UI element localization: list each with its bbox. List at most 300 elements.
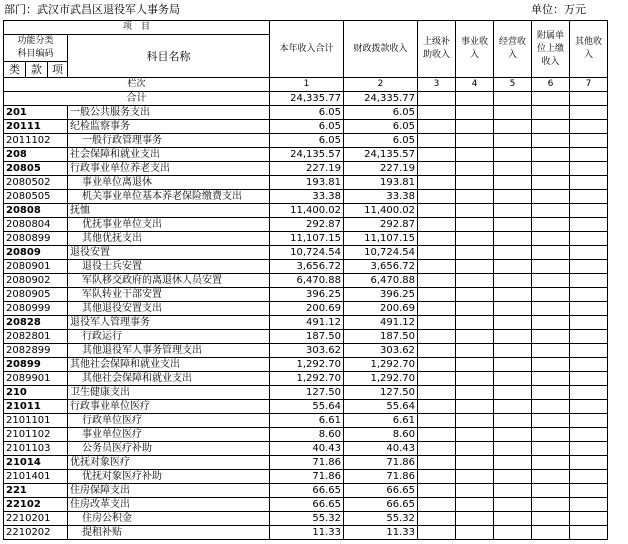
row-biz (456, 288, 494, 302)
row-upper (418, 428, 456, 442)
row-oper (494, 498, 532, 512)
row-affil (532, 386, 570, 400)
row-fiscal: 33.38 (344, 190, 418, 204)
row-code: 2080505 (4, 190, 68, 204)
row-code: 2080999 (4, 302, 68, 316)
row-fiscal: 6.05 (344, 120, 418, 134)
heji-oper (494, 92, 532, 106)
row-fiscal: 193.81 (344, 176, 418, 190)
row-code: 2080804 (4, 218, 68, 232)
row-total: 11,400.02 (270, 204, 344, 218)
row-affil (532, 232, 570, 246)
row-upper (418, 470, 456, 484)
row-fiscal: 292.87 (344, 218, 418, 232)
row-oper (494, 120, 532, 134)
row-fiscal: 127.50 (344, 386, 418, 400)
row-other (570, 456, 608, 470)
row-affil (532, 428, 570, 442)
row-name: 一般公共服务支出 (68, 106, 270, 120)
row-upper (418, 246, 456, 260)
row-other (570, 162, 608, 176)
table-row (4, 148, 608, 162)
row-upper (418, 526, 456, 540)
row-fiscal: 1,292.70 (344, 358, 418, 372)
table-row (4, 400, 608, 414)
row-code: 2101102 (4, 428, 68, 442)
row-affil (532, 302, 570, 316)
row-code: 2080899 (4, 232, 68, 246)
row-total: 127.50 (270, 386, 344, 400)
row-name: 住房保障支出 (68, 484, 270, 498)
row-oper (494, 218, 532, 232)
row-biz (456, 484, 494, 498)
row-name: 社会保障和就业支出 (68, 148, 270, 162)
row-oper (494, 414, 532, 428)
row-code: 201 (4, 106, 68, 120)
row-total: 200.69 (270, 302, 344, 316)
row-biz (456, 400, 494, 414)
table-row (4, 218, 608, 232)
project-header: 项 目 (4, 21, 270, 35)
table-row (4, 302, 608, 316)
row-upper (418, 260, 456, 274)
row-other (570, 204, 608, 218)
row-biz (456, 302, 494, 316)
row-fiscal: 6.05 (344, 106, 418, 120)
col-oper-header: 经营收入 (494, 21, 532, 78)
table-row (4, 372, 608, 386)
row-biz (456, 148, 494, 162)
row-oper (494, 162, 532, 176)
row-oper (494, 302, 532, 316)
row-oper (494, 344, 532, 358)
col-biz-header: 事业收入 (456, 21, 494, 78)
row-oper (494, 176, 532, 190)
row-name: 提租补贴 (68, 526, 270, 540)
row-code: 2082899 (4, 344, 68, 358)
row-name: 退役士兵安置 (68, 260, 270, 274)
row-affil (532, 498, 570, 512)
row-oper (494, 232, 532, 246)
row-biz (456, 358, 494, 372)
row-other (570, 470, 608, 484)
row-upper (418, 106, 456, 120)
row-other (570, 288, 608, 302)
row-affil (532, 120, 570, 134)
row-affil (532, 274, 570, 288)
row-code: 20808 (4, 204, 68, 218)
row-oper (494, 442, 532, 456)
heji-label: 合计 (4, 92, 270, 106)
table-row (4, 134, 608, 148)
row-upper (418, 512, 456, 526)
row-name: 优抚对象医疗 (68, 456, 270, 470)
row-oper (494, 134, 532, 148)
row-upper (418, 400, 456, 414)
row-affil (532, 246, 570, 260)
row-other (570, 302, 608, 316)
row-other (570, 386, 608, 400)
table-row (4, 106, 608, 120)
row-affil (532, 330, 570, 344)
row-fiscal: 24,135.57 (344, 148, 418, 162)
row-code: 20805 (4, 162, 68, 176)
row-other (570, 428, 608, 442)
table-row (4, 260, 608, 274)
row-fiscal: 66.65 (344, 498, 418, 512)
row-upper (418, 484, 456, 498)
row-affil (532, 218, 570, 232)
row-oper (494, 148, 532, 162)
col-number-3: 3 (418, 78, 456, 92)
row-fiscal: 55.32 (344, 512, 418, 526)
row-code: 22102 (4, 498, 68, 512)
row-other (570, 176, 608, 190)
row-affil (532, 442, 570, 456)
row-upper (418, 442, 456, 456)
row-total: 1,292.70 (270, 372, 344, 386)
table-row (4, 358, 608, 372)
table-row (4, 526, 608, 540)
table-row (4, 512, 608, 526)
row-name: 其他优抚支出 (68, 232, 270, 246)
row-other (570, 106, 608, 120)
row-name: 其他社会保障和就业支出 (68, 358, 270, 372)
row-name: 抚恤 (68, 204, 270, 218)
row-fiscal: 66.65 (344, 484, 418, 498)
table-head (4, 21, 608, 106)
row-code: 2082801 (4, 330, 68, 344)
row-total: 33.38 (270, 190, 344, 204)
row-biz (456, 512, 494, 526)
row-name: 军队移交政府的离退休人员安置 (68, 274, 270, 288)
row-fiscal: 200.69 (344, 302, 418, 316)
func-class-label: 功能分类 (17, 36, 54, 46)
row-upper (418, 358, 456, 372)
row-code: 2011102 (4, 134, 68, 148)
row-biz (456, 190, 494, 204)
row-other (570, 358, 608, 372)
row-total: 303.62 (270, 344, 344, 358)
xiang-header: 项 (48, 62, 68, 78)
row-biz (456, 232, 494, 246)
row-oper (494, 428, 532, 442)
row-fiscal: 491.12 (344, 316, 418, 330)
row-upper (418, 372, 456, 386)
row-upper (418, 176, 456, 190)
row-upper (418, 456, 456, 470)
row-biz (456, 344, 494, 358)
row-biz (456, 176, 494, 190)
row-name: 行政事业单位医疗 (68, 400, 270, 414)
row-biz (456, 274, 494, 288)
row-oper (494, 372, 532, 386)
row-affil (532, 512, 570, 526)
row-affil (532, 190, 570, 204)
row-total: 66.65 (270, 484, 344, 498)
row-name: 事业单位医疗 (68, 428, 270, 442)
row-other (570, 400, 608, 414)
row-oper (494, 260, 532, 274)
col-total-header: 本年收入合计 (270, 21, 344, 78)
row-affil (532, 316, 570, 330)
row-total: 193.81 (270, 176, 344, 190)
col-number-4: 4 (456, 78, 494, 92)
table-row (4, 498, 608, 512)
row-upper (418, 274, 456, 288)
row-biz (456, 526, 494, 540)
row-biz (456, 106, 494, 120)
row-other (570, 148, 608, 162)
row-fiscal: 11.33 (344, 526, 418, 540)
row-fiscal: 71.86 (344, 470, 418, 484)
row-code: 2210201 (4, 512, 68, 526)
row-other (570, 134, 608, 148)
row-total: 8.60 (270, 428, 344, 442)
row-code: 208 (4, 148, 68, 162)
table-row (4, 470, 608, 484)
row-total: 55.64 (270, 400, 344, 414)
table-row (4, 330, 608, 344)
row-other (570, 190, 608, 204)
row-code: 20809 (4, 246, 68, 260)
row-oper (494, 526, 532, 540)
row-total: 6.05 (270, 120, 344, 134)
row-upper (418, 134, 456, 148)
row-name: 其他社会保障和就业支出 (68, 372, 270, 386)
col-number-6: 6 (532, 78, 570, 92)
row-upper (418, 414, 456, 428)
row-name: 纪检监察事务 (68, 120, 270, 134)
table-row (4, 428, 608, 442)
row-affil (532, 470, 570, 484)
row-biz (456, 218, 494, 232)
row-total: 3,656.72 (270, 260, 344, 274)
table-row (4, 344, 608, 358)
row-affil (532, 106, 570, 120)
row-other (570, 274, 608, 288)
row-upper (418, 316, 456, 330)
row-name: 住房公积金 (68, 512, 270, 526)
row-biz (456, 316, 494, 330)
row-total: 227.19 (270, 162, 344, 176)
row-biz (456, 330, 494, 344)
row-name: 行政事业单位养老支出 (68, 162, 270, 176)
row-fiscal: 187.50 (344, 330, 418, 344)
row-biz (456, 428, 494, 442)
row-upper (418, 302, 456, 316)
row-oper (494, 106, 532, 120)
row-total: 40.43 (270, 442, 344, 456)
row-code: 2101101 (4, 414, 68, 428)
table-row (4, 316, 608, 330)
row-code: 2080902 (4, 274, 68, 288)
row-name: 其他退役安置支出 (68, 302, 270, 316)
row-other (570, 498, 608, 512)
row-affil (532, 400, 570, 414)
row-fiscal: 11,400.02 (344, 204, 418, 218)
col-upper-header: 上级补助收入 (418, 21, 456, 78)
subject-code-label: 科目编码 (17, 49, 54, 59)
row-other (570, 442, 608, 456)
row-upper (418, 204, 456, 218)
col-number-7: 7 (570, 78, 608, 92)
row-other (570, 120, 608, 134)
table-row (4, 456, 608, 470)
row-code: 20111 (4, 120, 68, 134)
row-name: 行政单位医疗 (68, 414, 270, 428)
row-oper (494, 288, 532, 302)
table-row (4, 190, 608, 204)
row-other (570, 512, 608, 526)
kuan-header: 款 (26, 62, 48, 78)
row-upper (418, 330, 456, 344)
row-other (570, 526, 608, 540)
row-biz (456, 204, 494, 218)
row-other (570, 414, 608, 428)
row-upper (418, 232, 456, 246)
row-name: 退役安置 (68, 246, 270, 260)
row-upper (418, 498, 456, 512)
row-other (570, 372, 608, 386)
row-name: 卫生健康支出 (68, 386, 270, 400)
row-fiscal: 3,656.72 (344, 260, 418, 274)
table-row (4, 274, 608, 288)
col-number-2: 2 (344, 78, 418, 92)
row-total: 6,470.88 (270, 274, 344, 288)
row-affil (532, 162, 570, 176)
row-fiscal: 8.60 (344, 428, 418, 442)
row-affil (532, 372, 570, 386)
row-affil (532, 456, 570, 470)
heji-affil (532, 92, 570, 106)
row-code: 2101103 (4, 442, 68, 456)
heji-upper (418, 92, 456, 106)
row-fiscal: 6.61 (344, 414, 418, 428)
row-biz (456, 386, 494, 400)
row-total: 396.25 (270, 288, 344, 302)
row-upper (418, 344, 456, 358)
row-code: 2080901 (4, 260, 68, 274)
col-other-header: 其他收入 (570, 21, 608, 78)
sheet-header (2, 2, 622, 18)
row-total: 6.05 (270, 106, 344, 120)
row-fiscal: 1,292.70 (344, 372, 418, 386)
row-name: 军队转业干部安置 (68, 288, 270, 302)
func-class-header (4, 35, 68, 62)
row-name: 优抚事业单位支出 (68, 218, 270, 232)
heji-fiscal: 24,335.77 (344, 92, 418, 106)
table-row (4, 246, 608, 260)
row-affil (532, 344, 570, 358)
subject-name-header: 科目名称 (68, 35, 270, 78)
heji-other (570, 92, 608, 106)
row-upper (418, 190, 456, 204)
row-fiscal: 40.43 (344, 442, 418, 456)
row-fiscal: 303.62 (344, 344, 418, 358)
row-upper (418, 218, 456, 232)
row-affil (532, 484, 570, 498)
row-total: 1,292.70 (270, 358, 344, 372)
row-name: 住房改革支出 (68, 498, 270, 512)
row-biz (456, 470, 494, 484)
row-oper (494, 204, 532, 218)
row-other (570, 260, 608, 274)
row-name: 行政运行 (68, 330, 270, 344)
row-fiscal: 10,724.54 (344, 246, 418, 260)
row-affil (532, 134, 570, 148)
row-upper (418, 120, 456, 134)
row-affil (532, 526, 570, 540)
row-name: 优抚对象医疗补助 (68, 470, 270, 484)
row-fiscal: 6,470.88 (344, 274, 418, 288)
row-code: 221 (4, 484, 68, 498)
row-upper (418, 386, 456, 400)
income-table (3, 20, 608, 540)
table-row (4, 176, 608, 190)
row-name: 公务员医疗补助 (68, 442, 270, 456)
row-other (570, 330, 608, 344)
row-fiscal: 396.25 (344, 288, 418, 302)
row-affil (532, 358, 570, 372)
row-oper (494, 512, 532, 526)
heji-biz (456, 92, 494, 106)
row-other (570, 246, 608, 260)
col-number-5: 5 (494, 78, 532, 92)
row-code: 2101401 (4, 470, 68, 484)
col-number-1: 1 (270, 78, 344, 92)
row-other (570, 232, 608, 246)
row-other (570, 484, 608, 498)
row-name: 退役军人管理事务 (68, 316, 270, 330)
row-name: 其他退役军人事务管理支出 (68, 344, 270, 358)
row-code: 21011 (4, 400, 68, 414)
row-biz (456, 456, 494, 470)
row-code: 210 (4, 386, 68, 400)
row-affil (532, 260, 570, 274)
row-name: 事业单位离退休 (68, 176, 270, 190)
row-biz (456, 120, 494, 134)
table-row (4, 162, 608, 176)
table-row (4, 484, 608, 498)
row-oper (494, 190, 532, 204)
row-biz (456, 134, 494, 148)
row-total: 11.33 (270, 526, 344, 540)
row-other (570, 344, 608, 358)
table-body (4, 106, 608, 540)
row-name: 一般行政管理事务 (68, 134, 270, 148)
table-row (4, 386, 608, 400)
table-row (4, 442, 608, 456)
row-total: 292.87 (270, 218, 344, 232)
row-fiscal: 71.86 (344, 456, 418, 470)
row-biz (456, 498, 494, 512)
row-code: 2210202 (4, 526, 68, 540)
row-total: 187.50 (270, 330, 344, 344)
row-code: 2089901 (4, 372, 68, 386)
row-fiscal: 11,107.15 (344, 232, 418, 246)
row-code: 2080905 (4, 288, 68, 302)
row-affil (532, 204, 570, 218)
row-code: 20899 (4, 358, 68, 372)
row-upper (418, 162, 456, 176)
department-label: 部门：武汉市武昌区退役军人事务局 (4, 3, 180, 16)
row-oper (494, 386, 532, 400)
row-total: 71.86 (270, 456, 344, 470)
table-row (4, 414, 608, 428)
row-oper (494, 274, 532, 288)
row-biz (456, 260, 494, 274)
